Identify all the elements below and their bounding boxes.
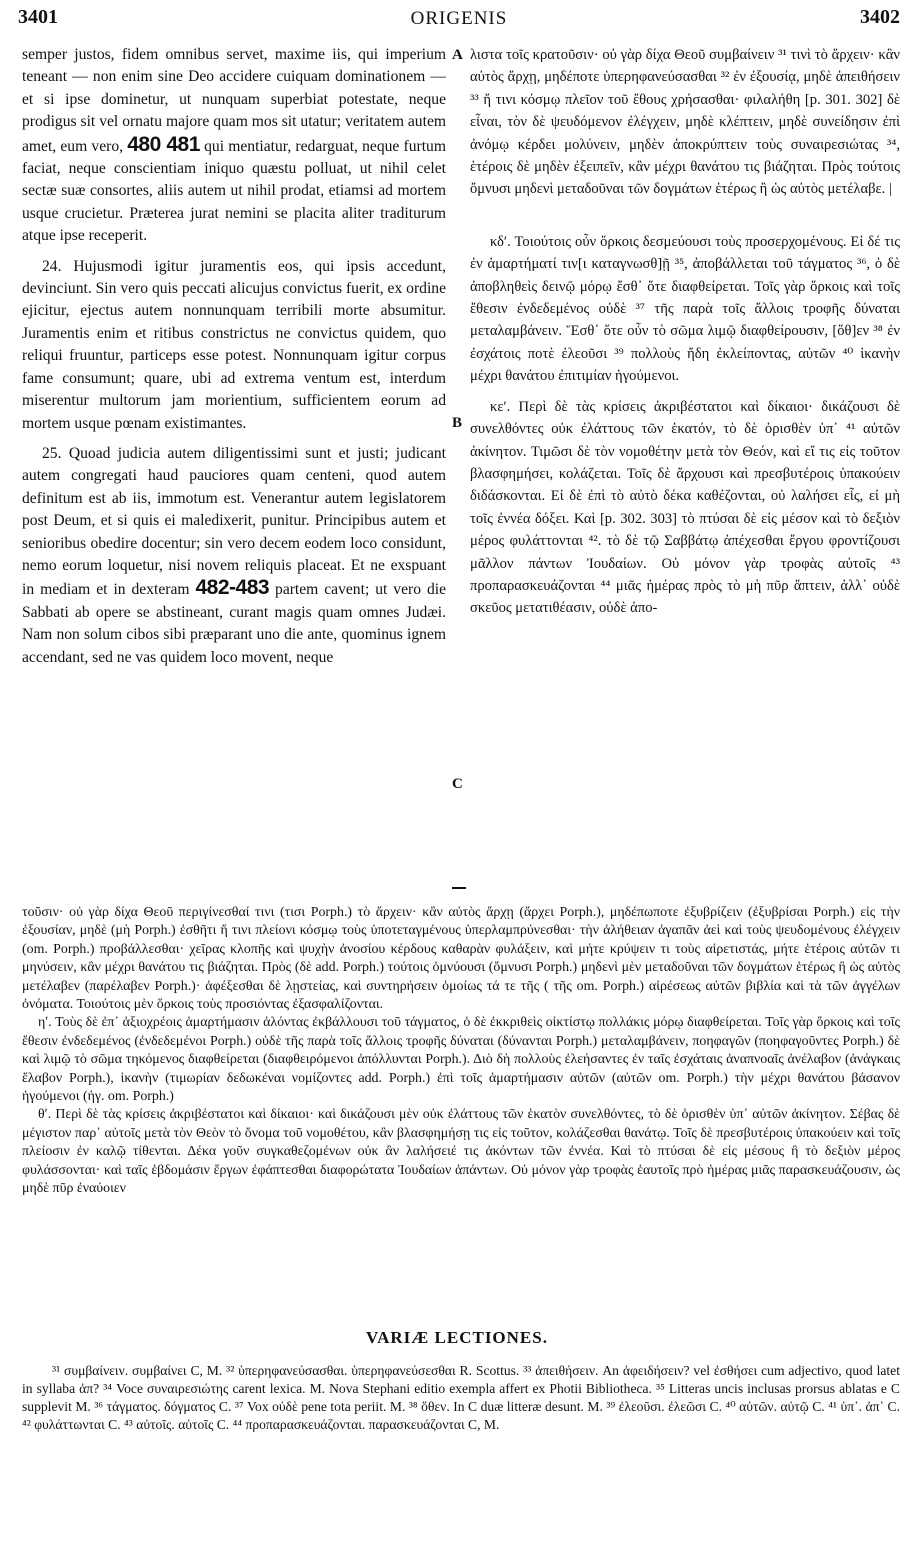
greek-paragraph: κεʹ. Περὶ δὲ τὰς κρίσεις ἀκριβέστατοι καὶ δίκαιοι· δικάζουσι δὲ συνελθόντες οὐκ ἐλάττους τῶν ἑκατόν, τὸ δὲ ὁρισθὲν ὑπ᾽ ⁴¹ αὐτῶν ἀκίνητον. Τιμῶσι δὲ τὸν νομοθέτην μετὰ τὸν Θεόν, καὶ εἴ τις εἰς τοῦτον βλασφημήσει, κολάζεται. Τοῖς δὲ ἄρχουσι καὶ πρεσβυτέροις ὑπακούειν διδάσκονται. Εἰ δὲ ἐπὶ τὸ αὐτὸ δέκα καθέζονται, οὐ λαλήσει εἷς, εἰ μὴ τοῖς ἐννέα δόξει. Καὶ [p. 302. 303] τὸ πτύσαι δὲ εἰς μέσον καὶ τὸ δεξιὸν μέρος φυλάττονται ⁴². τὸ δὲ τῷ Σαββάτῳ ἀπέχεσθαι ἔργου φροντίζουσι μᾶλλον πάντων Ἰουδαίων. Οὐ μόνον γὰρ τροφὰς αὐτοῖς ⁴³ προπαρασκευάζονται ⁴⁴ μιᾶς ἡμέρας πρὸς τὸ μὴ πῦρ ἅπτειν, ἀλλ᾽ οὐδὲ σκεῦος μετατιθέασιν, οὐδὲ ἀπο- — [470, 398, 900, 617]
column-number-marker: 480 481 — [127, 132, 200, 156]
column-number-marker: 482-483 — [195, 576, 270, 600]
page-number-left: 3401 — [18, 6, 58, 28]
page-number-right: 3402 — [860, 6, 900, 28]
section-divider — [452, 887, 466, 889]
latin-paragraph — [22, 443, 446, 669]
latin-text: semper justos, fidem omnibus servet, maxime iis, qui imperium teneant — non enim sine Deo accidere cuiquam dominationem — et si ipse dominetur, ut nunquam superbiat potestate, neque prodigus sit vel ornatu majore quam mos sit utatur; veritatem autem amet, eum vero, — [22, 46, 446, 155]
latin-column — [22, 44, 446, 669]
porphyry-paragraph: τοῦσιν· οὐ γὰρ δίχα Θεοῦ περιγίνεσθαί τινι (τισι Porph.) τὸ ἄρχειν· κἂν αὐτὸς ἄρχῃ (ἄρχει Porph.), μηδέπωποτε ἐξυβρίζειν (ἐξυβρίσαι Porph.) εἰς τὴν ἐξουσίαν, μηδὲ (μὴ Porph.) ἐσθῆτι ἤ τινι πλείονι κόσμῳ τοὺς ὑποτεταγμένους ὑπερλαμπρύνεσθαι· τὴν ἀλήθειαν ἀγαπᾶν ἀεὶ καὶ τοὺς ψευδομένους ἐλέγχειν (om. Porph.) προβάλλεσθαι· χεῖρας κλοπῆς καὶ ψυχὴν ἀνοσίου κέρδους καθαρὰν φυλάξειν, καὶ μήτε κρύψειν τι τοὺς αἱρετιστάς, μήτε ἑτέροις αὐτῶν τι μηνύσειν, κἂν μέχρι θανάτου τις βιάζηται. Πρὸς (δὲ add. Porph.) τούτοις ὀμνύουσι (ὄμνυσι Porph.) μηδενὶ μὲν μεταδοῦναι τῶν δογμάτων ἑτέρως ἢ ὡς αὐτὸς μετέλαβεν (παρέλαβεν Porph.)· ἀφέξεσθαι δὲ λῃστείας, καὶ συντηρήσειν ὁμοίως τά τε τῆς ( τῆς om. Porph.) αἱρέσεως αὐτῶν βιβλία καὶ τὰ τῶν ἀγγέλων ὀνόματα. Τοιούτοις μὲν ὅρκοις τοὺς προσιόντας ἐξασφαλίζονται. — [22, 905, 900, 1013]
latin-text: 25. Quoad judicia autem diligentissimi sunt et justi; judicant autem congregati haud pauciores quam centeni, quod autem definitum est ab iis, immotum est. Venerantur autem legislatorem post Deum, et si quis ei maledixerit, punitur. Principibus autem et senioribus obedire docentur; sin vero decem eodem loco considunt, nemo eorum loquetur, nisi novem reliquis placeat. Et ne exspuant in mediam et in dexteram — [22, 444, 446, 599]
variae-lectiones-heading: VARIÆ LECTIONES. — [366, 1328, 548, 1347]
latin-paragraph: 24. Hujusmodi igitur juramentis eos, qui ipsis accedunt, devinciunt. Sin vero quis peccati alicujus convictus fuerit, ex ordine ejicitur, ejectus autem nonnunquam terribili morte absumitur. Juramentis enim et ritibus constrictus ne convictus quidem, quo reliqui fruuntur, particeps esse potest. Nonnunquam igitur corpus fame consumunt; quare, ubi ad extrema ventum est, interdum miserentur multorum jam morientium, sufficientem eorum ad mortem usque pœnam existimantes. — [22, 257, 446, 432]
margin-letter-a: A — [452, 47, 463, 63]
greek-column — [470, 44, 900, 620]
running-title: ORIGENIS — [410, 8, 508, 29]
porphyry-parallel-text — [22, 904, 900, 1199]
latin-text: qui mentiatur, redarguat, neque furtum faciat, neque conscientiam iniquo quæstu polluat, ut nihil celet sectæ suæ consortes, aliis autem ut nihil prodat, etiamsi ad mortem usque crucietur. Præterea jurat nemini se placita aliter traditurum atque ipse receperit. — [22, 137, 446, 245]
porphyry-paragraph: ηʹ. Τοὺς δὲ ἐπ᾽ ἀξιοχρέοις ἁμαρτήμασιν ἁλόντας ἐκβάλλουσι τοῦ τάγματος, ὁ δὲ ἐκκριθεὶς οἰκτίστῳ πολλάκις μόρῳ διαφθείρεται. Τοῖς γὰρ ὅρκοις καὶ τοῖς ἔθεσιν ἐνδεδεμένος (ἐνδεδεμένοι Porph.) οὐδὲ τῆς παρὰ τοῖς ἄλλοις τροφῆς δύναται (δύνανται Porph.) μεταλαμβάνειν, ποηφαγῶν (ποηφαγοῦντες Porph.) δὲ καὶ λιμῷ τὸ σῶμα τηκόμενος διαφθείρεται (διαφθειρόμενοι ἀπόλλυνται Porph.). Διὸ δὴ πολλοὺς ἐλεήσαντες ἐν ταῖς ἐσχάταις ἀναπνοαῖς ἀνέλαβον (ἀνάγκαις ἔλαβον Porph.), ἱκανὴν (τιμωρίαν δεδωκέναι νομίζοντες add. Porph.) ἐπὶ τοῖς ἁμαρτήμασιν αὐτῶν (αὐτῶν om. Porph.) τὴν μέχρι θανάτου βάσανον ἡγούμενοι (ἡγ. om. Porph.) — [22, 1015, 900, 1105]
margin-letter-c: C — [452, 776, 463, 792]
porphyry-paragraph: θʹ. Περὶ δὲ τὰς κρίσεις ἀκριβέστατοι καὶ δίκαιοι· καὶ δικάζουσι μὲν οὐκ ἐλάττους τῶν ἑκατὸν συνελθόντες, τὸ δὲ ὁρισθὲν ὑπ᾽ αὐτῶν ἀκίνητον. Σέβας δὲ μέγιστον παρ᾽ αὐτοῖς μετὰ τὸν Θεὸν τὸ ὄνομα τοῦ νομοθέτου, κἂν βλασφημήσῃ τις εἰς τοῦτον, κολάζεσθαι θανάτῳ. Τοῖς δὲ πρεσβυτέροις ὑπακούειν καὶ τοῖς πλείοσιν ἐν καλῷ τίθενται. Δέκα γοῦν συγκαθεζομένων οὐκ ἂν λαλήσειέ τις ἀκόντων τῶν ἐννέα. Καὶ τὸ πτύσαι δὲ εἰς μέσους ἢ τὸ δεξιὸν μέρος φυλάσσονται· καὶ ταῖς ἑβδομάσιν ἔργων ἐφάπτεσθαι διαφορώτατα Ἰουδαίων ἁπάντων. Οὐ μόνον γὰρ τροφὰς ἑαυτοῖς πρὸ ἡμέρας μιᾶς παρασκευάζουσιν, ὡς μηδὲ πῦρ ἐναύοιεν — [22, 1107, 900, 1197]
greek-paragraph: κδʹ. Τοιούτοις οὖν ὅρκοις δεσμεύουσι τοὺς προσερχομένους. Εἰ δέ τις ἐν ἁμαρτήματί τιν[ι καταγνωσθ]ῇ ³⁵, ἀποβάλλεται τοῦ τάγματος ³⁶, ὁ δὲ ἀποβληθεὶς δεινῷ μόρῳ ἔσθ᾽ ὅτε διαφθείρεται. Τοῖς γὰρ ὅρκοις καὶ τοῖς ἔθεσιν ἐνδεδεμένος οὐδὲ ³⁷ τῆς παρὰ τοῖς ἄλλοις τροφῆς δύναται μεταλαμβάνειν. Ἔσθ᾽ ὅτε οὖν τὸ σῶμα λιμῷ διαφθείρουσιν, [ὅθ]εν ³⁸ ἐν ἐσχάτοις ποτὲ ἐλεοῦσι ³⁹ πολλοὺς ἤδη ἐκλείποντας, αὐτῶν ⁴⁰ ἱκανὴν μέχρι θανάτου ἐπιτιμίαν ἡγούμενοι. — [470, 233, 900, 385]
page-header — [18, 6, 900, 40]
variae-lectiones-notes — [22, 1362, 900, 1434]
latin-paragraph — [22, 44, 446, 248]
margin-letter-b: B — [452, 415, 463, 431]
latin-text: partem cavent; ut vero die Sabbati ab opere se abstineant, curant magis quam omnes Judæi. Nam non solum cibos sibi præparant uno die ante, quominus ignem accendant, sed ne vas quidem loco movent, neque — [22, 581, 446, 666]
greek-paragraph: λιστα τοῖς κρατοῦσιν· οὐ γὰρ δίχα Θεοῦ συμβαίνειν ³¹ τινὶ τὸ ἄρχειν· κἂν αὐτὸς ἄρχῃ, μηδέποτε ὑπερηφανεύσασθαι ³² ἐν ἐξουσίᾳ, μηδὲ ἀπειθήσειν ³³ ἤ τινι κόσμῳ πλεῖον τοῦ ἔθους χρήσασθαι· φιλαλήθη [p. 301. 302] δὲ εἶναι, τὸν δὲ ψευδόμενον ἐλέγχειν, μηδὲ κλέπτειν, μηδὲ συνείδησιν ἐπὶ ἀνόμῳ κέρδει μολύνειν, μηδὲν ἀποκρύπτειν τοὺς συναιρεσιώτας ³⁴, ἑτέροις δὲ μηδὲν ἐξειπεῖν, κἂν μέχρι θανάτου τις βιάζηται. Πρὸς τούτοις ὄμνυσι μηδενὶ μεταδοῦναι τῶν δογμάτων ἑτέρως ἢ ὡς αὐτὸς μετέλαβε. | — [470, 47, 900, 198]
notes-text: ³¹ συμβαίνειν. συμβαίνει C, M. ³² ὑπερηφανεύσασθαι. ὑπερηφανεύσεσθαι R. Scottus. ³³ ἀπειθήσειν. An ἀφειδήσειν? vel ἐσθήσει cum adjectivo, quod latet in syllaba ἀπ? ³⁴ Voce συναιρεσιώτης carent lexica. M. Nova Stephani editio exempla affert ex Photii Bibliotheca. ³⁵ Litteras uncis inclusas prorsus ablatas e C supplevit M. ³⁶ τάγματος. δόγματος C. ³⁷ Vox οὐδὲ pene tota periit. M. ³⁸ ὅθεν. In C duæ litteræ desunt. M. ³⁹ ἐλεοῦσι. ἐλεῶσι C. ⁴⁰ αὐτῶν. αὐτῷ C. ⁴¹ ὑπ᾽. ἀπ᾽ C. ⁴² φυλάττωνται C. ⁴³ αὐτοῖς. αὐτοῖς C. ⁴⁴ προπαρασκευάζονται. παρασκευάζονται C, M. — [22, 1363, 900, 1432]
